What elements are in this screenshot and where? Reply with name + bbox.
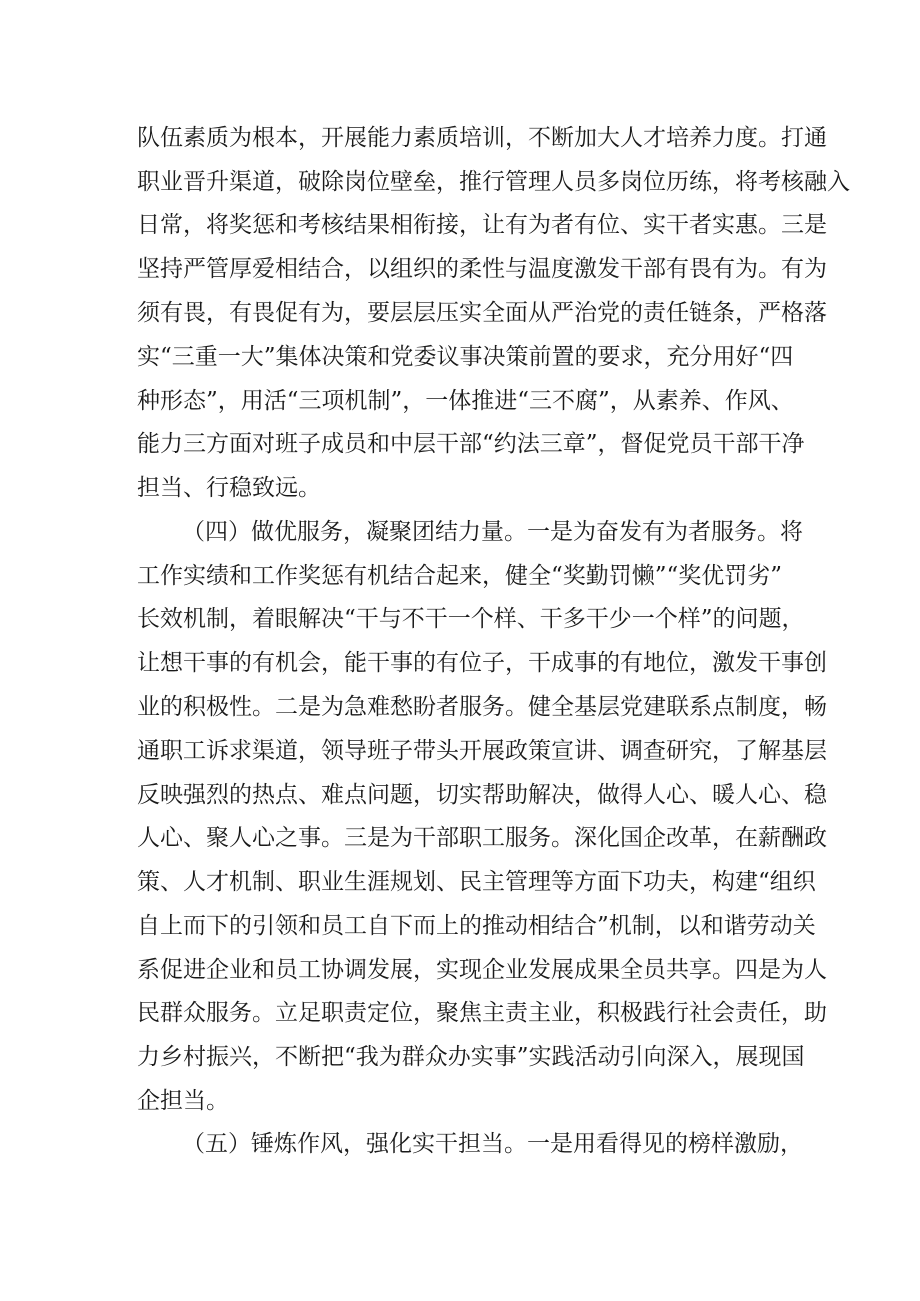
text-line: 工作实绩和工作奖惩有机结合起来，健全“奖勤罚懒”“奖优罚劣” xyxy=(137,563,783,589)
text-line: （五）锤炼作风，强化实干担当。一是用看得见的榜样激励， xyxy=(182,1131,803,1157)
text-line: 长效机制，着眼解决“干与不干一个样、干多干少一个样”的问题， xyxy=(137,606,805,632)
text-line: 系促进企业和员工协调发展，实现企业发展成果全员共享。四是为人 xyxy=(137,957,827,983)
text-line: 通职工诉求渠道，领导班子带头开展政策宣讲、调查研究，了解基层 xyxy=(137,738,827,764)
text-line: 力乡村振兴，不断把“我为群众办实事”实践活动引向深入，展现国 xyxy=(137,1044,805,1070)
text-line: 须有畏，有畏促有为，要层层压实全面从严治党的责任链条，严格落 xyxy=(137,300,827,326)
text-line: 队伍素质为根本，开展能力素质培训，不断加大人才培养力度。打通 xyxy=(137,125,827,151)
text-line: 种形态”，用活“三项机制”，一体推进“三不腐”，从素养、作风、 xyxy=(137,388,794,414)
text-line: 实“三重一大”集体决策和党委议事决策前置的要求，充分用好“四 xyxy=(137,344,794,370)
text-line: 反映强烈的热点、难点问题，切实帮助解决，做得人心、暖人心、稳 xyxy=(137,782,827,808)
text-line: （四）做优服务，凝聚团结力量。一是为奋发有为者服务。将 xyxy=(182,519,803,545)
text-line: 让想干事的有机会，能干事的有位子，干成事的有地位，激发干事创 xyxy=(137,650,827,676)
text-line: 企担当。 xyxy=(137,1088,229,1114)
text-line: 策、人才机制、职业生涯规划、民主管理等方面下功夫，构建“组织 xyxy=(137,869,816,895)
text-line: 业的积极性。二是为急难愁盼者服务。健全基层党建联系点制度，畅 xyxy=(137,694,827,720)
text-line: 日常，将奖惩和考核结果相衔接，让有为者有位、实干者实惠。三是 xyxy=(137,212,827,238)
text-line: 职业晋升渠道，破除岗位壁垒，推行管理人员多岗位历练，将考核融入 xyxy=(137,169,850,195)
text-line: 坚持严管厚爱相结合，以组织的柔性与温度激发干部有畏有为。有为 xyxy=(137,256,827,282)
text-line: 自上而下的引领和员工自下而上的推动相结合”机制，以和谐劳动关 xyxy=(137,913,816,939)
text-line: 能力三方面对班子成员和中层干部“约法三章”，督促党员干部干净 xyxy=(137,431,805,457)
text-line: 人心、聚人心之事。三是为干部职工服务。深化国企改革，在薪酬政 xyxy=(137,825,827,851)
text-line: 民群众服务。立足职责定位，聚焦主责主业，积极践行社会责任，助 xyxy=(137,1000,827,1026)
text-line: 担当、行稳致远。 xyxy=(137,475,321,501)
